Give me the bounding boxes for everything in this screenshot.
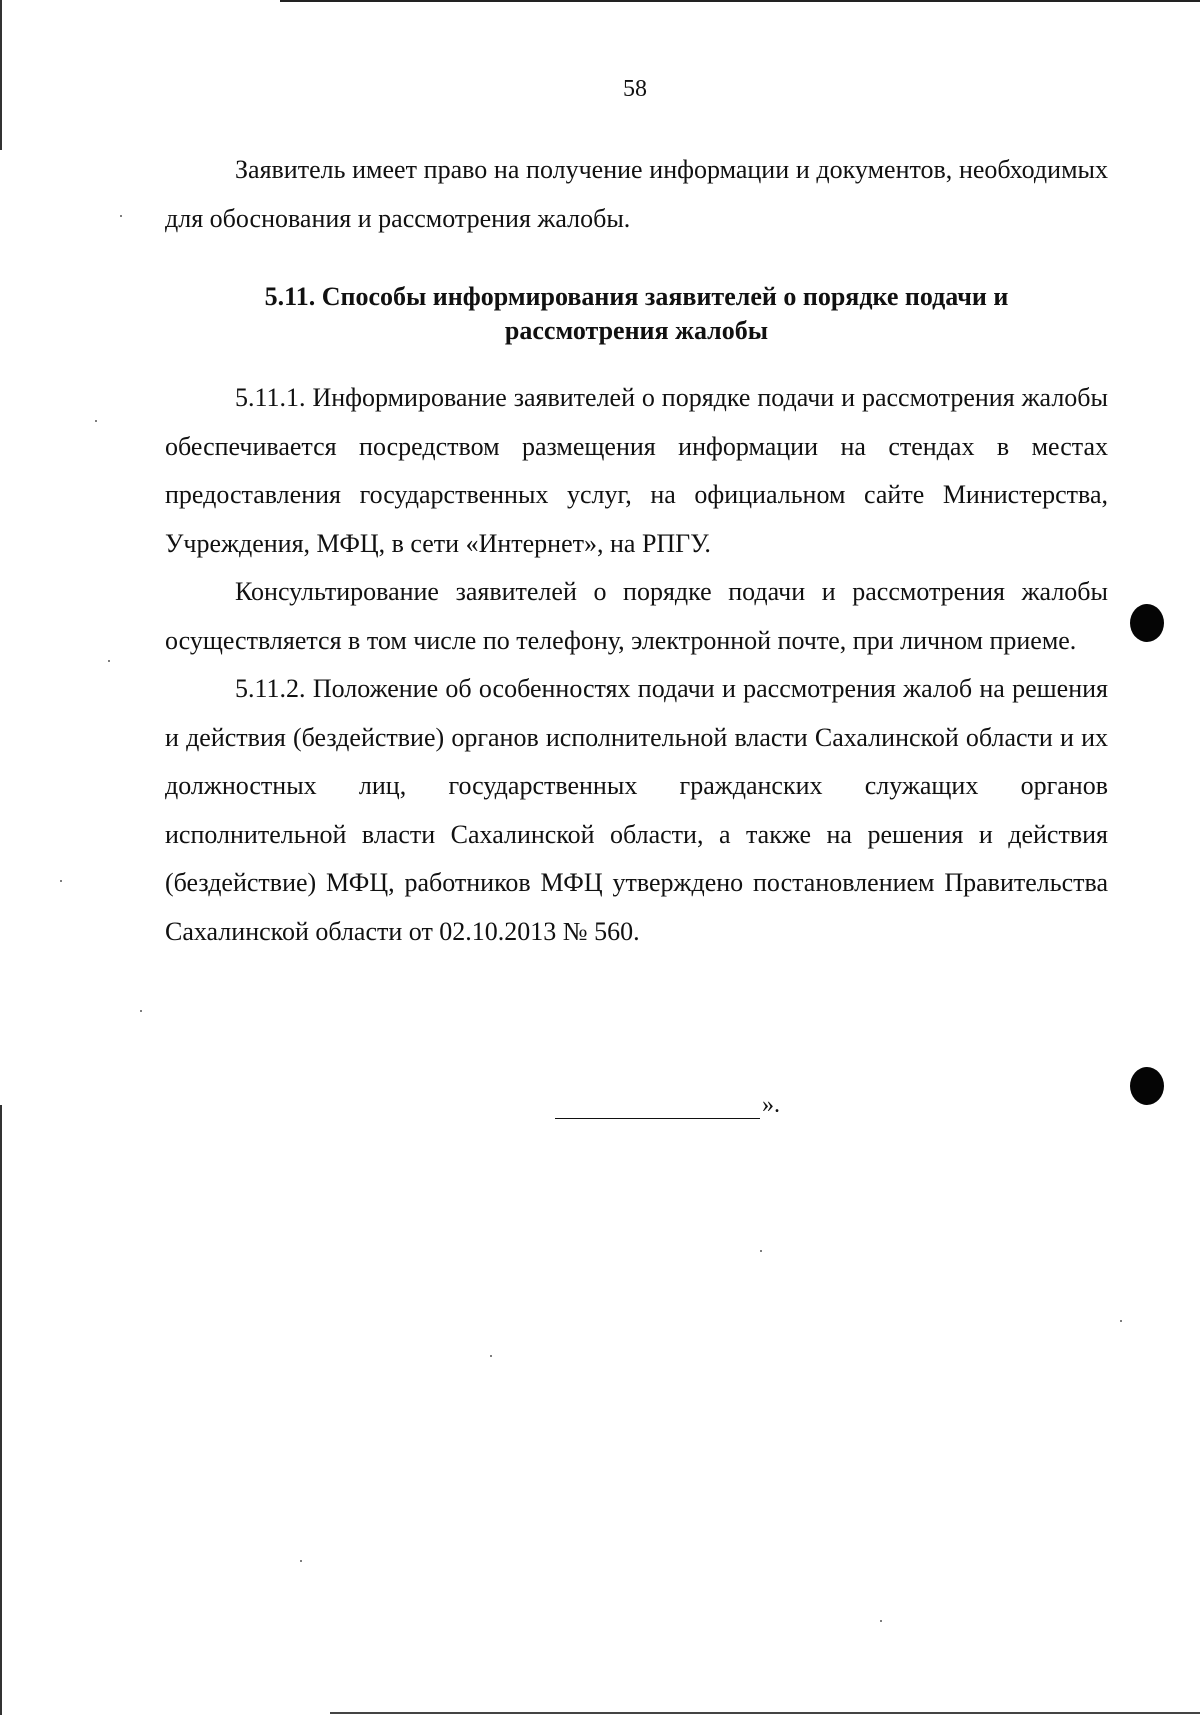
body-block — [165, 374, 1108, 956]
scan-edge-left — [0, 0, 2, 150]
scan-speck — [490, 1355, 492, 1357]
scan-speck — [140, 1010, 142, 1012]
scan-speck — [60, 880, 62, 882]
scan-speck — [300, 1560, 302, 1562]
scan-speck — [1120, 1320, 1122, 1322]
scan-speck — [880, 1620, 882, 1622]
scan-edge-bottom — [330, 1712, 1200, 1714]
scan-edge-top — [280, 0, 1200, 2]
scan-speck — [760, 1250, 762, 1252]
punch-hole-mark — [1130, 1067, 1164, 1105]
closing-line — [555, 1092, 780, 1119]
scan-speck — [108, 660, 110, 662]
section-heading-line1: 5.11. Способы информирования заявителей о порядке подачи и — [264, 282, 1009, 311]
paragraph-5-11-2: 5.11.2. Положение об особенностях подачи и рассмотрения жалоб на решения и действия (бездействие) органов исполнительной власти Сахалинской области и их должностных лиц, государственных гражданских служащих органов исполнительной власти Сахалинской области, а также на решения и действия (бездействие) МФЦ, работников МФЦ утверждено постановлением Правительства Сахалинской области от 02.10.2013 № 560. — [165, 674, 1108, 946]
section-heading-line2: рассмотрения жалобы — [504, 316, 769, 345]
intro-block — [165, 146, 1108, 243]
paragraph-5-11-1: 5.11.1. Информирование заявителей о порядке подачи и рассмотрения жалобы обеспечивается посредством размещения информации на стендах в местах предоставления государственных услуг, на официальном сайте Министерства, Учреждения, МФЦ, в сети «Интернет», на РПГУ. — [165, 383, 1108, 558]
scan-speck — [120, 215, 122, 217]
punch-hole-mark — [1130, 604, 1164, 642]
scan-speck — [95, 420, 97, 422]
paragraph-intro: Заявитель имеет право на получение информации и документов, необходимых для обоснования и рассмотрения жалобы. — [165, 155, 1108, 233]
scan-edge-left-lower — [0, 1105, 2, 1715]
closing-mark: ». — [762, 1092, 780, 1118]
paragraph-consultation: Консультирование заявителей о порядке подачи и рассмотрения жалобы осуществляется в том числе по телефону, электронной почте, при личном приеме. — [165, 577, 1108, 655]
section-heading — [165, 280, 1108, 348]
closing-underline — [555, 1096, 760, 1119]
page-number: 58 — [623, 76, 647, 102]
